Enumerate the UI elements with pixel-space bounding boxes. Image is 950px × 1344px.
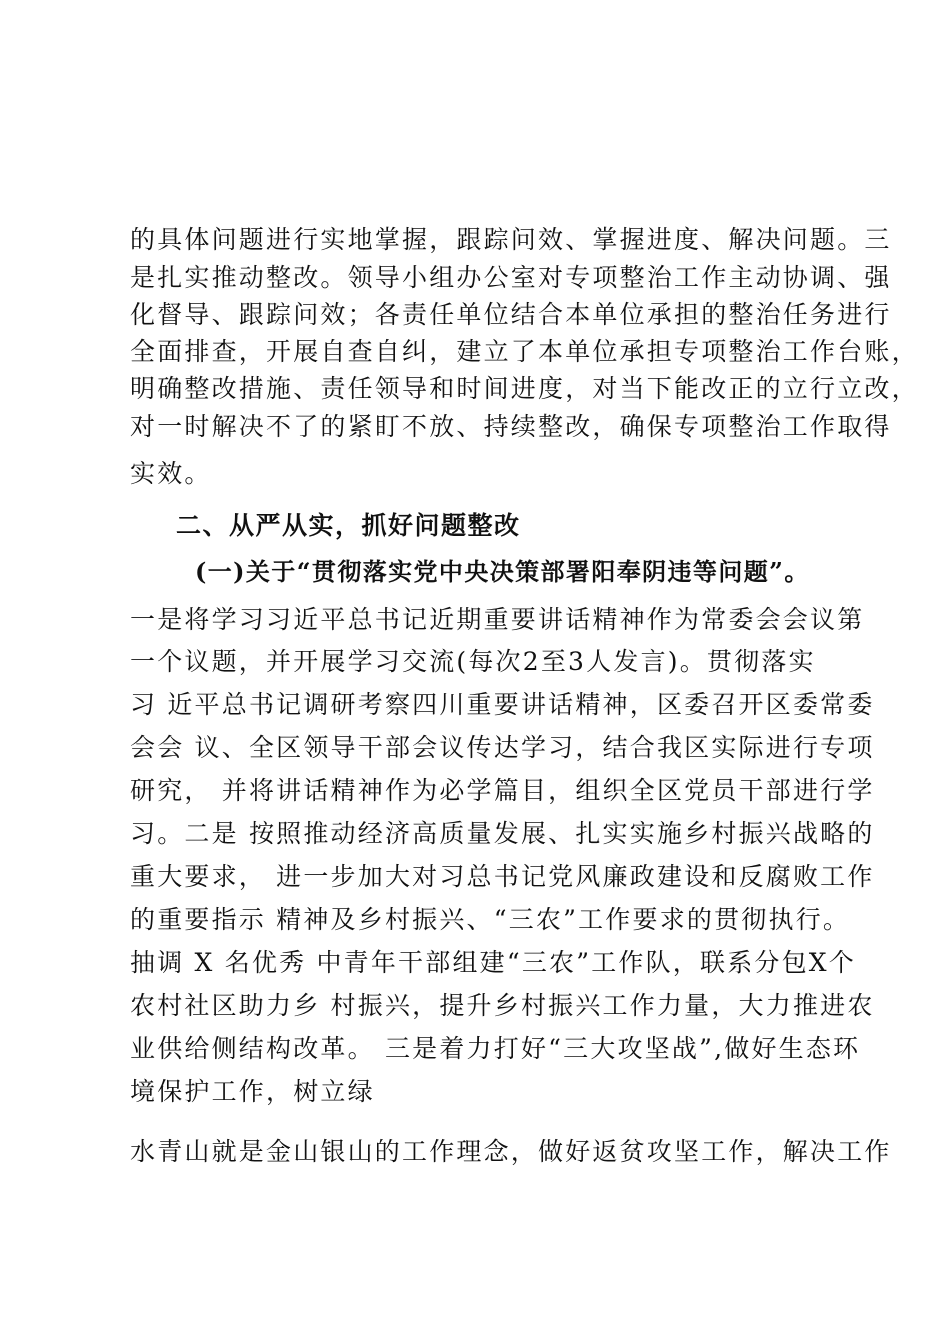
- paragraph-line: 业供给侧结构改革。 三是着力打好“三大攻坚战”,做好生态环: [130, 1034, 861, 1063]
- paragraph-line: 重大要求， 进一步加大对习总书记党风廉政建设和反腐败工作: [130, 862, 875, 891]
- paragraph-line: 明确整改措施、责任领导和时间进度，对当下能改正的立行立改，: [130, 374, 919, 403]
- paragraph-line: 的重要指示 精神及乡村振兴、“三农”工作要求的贯彻执行。: [130, 905, 851, 934]
- paragraph-line: 一个议题，并开展学习交流(每次2至3人发言)。贯彻落实: [130, 647, 816, 676]
- paragraph-line: 水青山就是金山银山的工作理念，做好返贫攻坚工作，解决工作: [130, 1137, 892, 1166]
- paragraph-line: 对一时解决不了的紧盯不放、持续整改，确保专项整治工作取得: [130, 412, 892, 441]
- paragraph-line: 境保护工作，树立绿: [130, 1077, 375, 1106]
- paragraph-line: 农村社区助力乡 村振兴，提升乡村振兴工作力量，大力推进农: [130, 991, 875, 1020]
- paragraph-line: 习 近平总书记调研考察四川重要讲话精神，区委召开区委常委: [130, 690, 875, 719]
- paragraph-line: 全面排查，开展自查自纠，建立了本单位承担专项整治工作台账，: [130, 337, 919, 366]
- paragraph-line: 实效。: [130, 459, 212, 488]
- paragraph-line: 的具体问题进行实地掌握，跟踪问效、掌握进度、解决问题。三: [130, 225, 892, 254]
- paragraph-line: 化督导、跟踪问效；各责任单位结合本单位承担的整治任务进行: [130, 300, 892, 329]
- section-heading: 二、从严从实，抓好问题整改: [176, 511, 521, 540]
- paragraph-line: 抽调 X 名优秀 中青年干部组建“三农”工作队，联系分包X个: [130, 948, 856, 977]
- paragraph-line: 是扎实推动整改。领导小组办公室对专项整治工作主动协调、强: [130, 263, 892, 292]
- paragraph-line: 研究， 并将讲话精神作为必学篇目，组织全区党员干部进行学: [130, 776, 875, 805]
- subsection-heading: (一)关于“贯彻落实党中央决策部署阳奉阴违等问题”。: [195, 557, 810, 586]
- paragraph-line: 一是将学习习近平总书记近期重要讲话精神作为常委会会议第: [130, 605, 865, 634]
- paragraph-line: 会会 议、全区领导干部会议传达学习，结合我区实际进行专项: [130, 733, 875, 762]
- paragraph-line: 习。二是 按照推动经济高质量发展、扎实实施乡村振兴战略的: [130, 819, 875, 848]
